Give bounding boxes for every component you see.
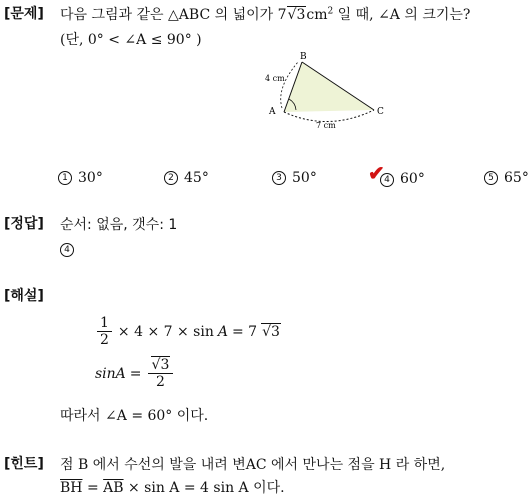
sqrt-three: √3 <box>287 7 306 23</box>
length-ac: 7 cm <box>316 121 336 130</box>
answer-line: 순서: 없음, 갯수: 1 <box>60 217 178 233</box>
answer-mark <box>60 240 74 257</box>
unit-exponent: 2 <box>327 6 334 17</box>
hint-tag: [힌트] <box>4 456 44 472</box>
label-b: B <box>300 52 307 62</box>
problem-condition: (단, 0° < ∠A ≤ 90° ) <box>60 32 202 48</box>
equation-area: $\frac{1}{2}$ × 4 × 7 × sin A = 7 √3 <box>95 315 281 348</box>
length-ab: 4 cm <box>265 74 285 83</box>
triangle-abc <box>284 62 374 112</box>
choice-label-3: 50° <box>292 170 317 186</box>
fraction-half: $\frac{1}{2}$ <box>97 315 112 348</box>
fraction-root3-over-2: $\frac{√3}{2}$ <box>148 357 174 390</box>
problem-statement <box>60 4 470 24</box>
side-ac-dashed <box>284 110 374 122</box>
label-a: A <box>269 107 276 117</box>
choice-number-4: 4 <box>380 173 394 187</box>
segment-bh: $\overline{BH}$ <box>60 480 83 496</box>
label-c: C <box>377 107 384 117</box>
choice-number-1: 1 <box>58 171 72 185</box>
check-mark-icon: ✔ <box>368 161 385 185</box>
choice-1[interactable] <box>58 170 103 186</box>
hint-line-1: 점 B 에서 수선의 발을 내려 변AC 에서 만나는 점을 H 라 하면, <box>60 457 446 473</box>
choice-number-5: 5 <box>484 171 498 185</box>
choice-4[interactable] <box>368 161 425 187</box>
choice-number-2: 2 <box>164 171 178 185</box>
equation-sin: sinA = $\frac{√3}{2}$ <box>95 357 175 390</box>
answer-tag: [정답] <box>4 216 44 232</box>
choice-label-2: 45° <box>184 170 209 186</box>
explanation-conclusion: 따라서 ∠A = 60° 이다. <box>60 408 209 424</box>
triangle-figure <box>258 48 398 134</box>
choice-number-3: 3 <box>272 171 286 185</box>
choice-2[interactable] <box>164 170 209 186</box>
problem-tag: [문제] <box>4 6 44 22</box>
answer-number: 4 <box>60 243 74 257</box>
unit-cm: cm <box>306 7 328 23</box>
choice-label-4: 60° <box>400 170 425 187</box>
choice-label-5: 65° <box>504 170 529 186</box>
problem-text-c: 일 때, ∠A 의 크기는? <box>333 7 471 23</box>
hint-line-2: $\overline{BH} = \overline{AB} \times \sin A = 4$ sin A 이다. <box>60 480 285 496</box>
segment-ab: $\overline{AB}$ <box>103 480 124 496</box>
explanation-tag: [해설] <box>4 288 44 304</box>
choice-3[interactable] <box>272 170 317 186</box>
problem-text-a: 다음 그림과 같은 △ABC 의 넓이가 7 <box>60 7 287 23</box>
choice-label-1: 30° <box>78 170 103 186</box>
choice-5[interactable] <box>484 170 529 186</box>
